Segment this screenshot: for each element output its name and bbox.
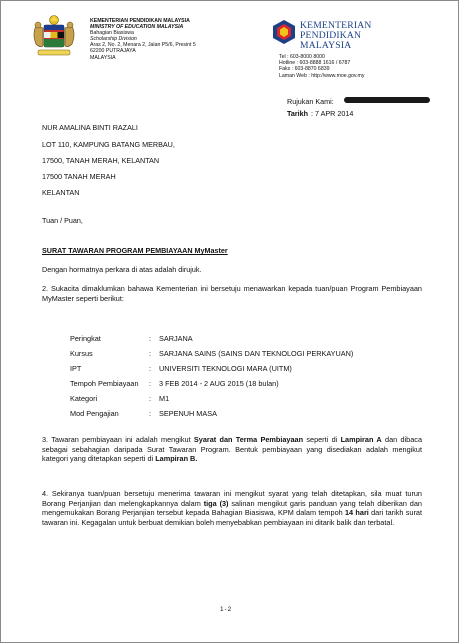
address-line-2: 62200 PUTRAJAYA <box>90 48 136 55</box>
p4-copies: tiga (3) <box>203 498 229 508</box>
logo-line-3: MALAYSIA <box>300 39 352 51</box>
detail-colon: : <box>149 409 152 418</box>
p3-lampiran-b: Lampiran B. <box>155 454 198 464</box>
p3-lampiran-a: Lampiran A <box>340 435 382 444</box>
salutation: Tuan / Puan, <box>42 216 83 225</box>
redacted-reference-number <box>344 97 430 103</box>
p3-text: 3. Tawaran pembiayaan ini adalah mengikut <box>42 435 194 444</box>
address-line-3: MALAYSIA <box>90 54 116 61</box>
detail-value: SARJANA <box>159 334 193 343</box>
recipient-address-3: 17500 TANAH MERAH <box>42 172 116 181</box>
logo-line-1: KEMENTERIAN <box>300 20 372 31</box>
recipient-address-1: LOT 110, KAMPUNG BATANG MERBAU, <box>42 140 175 149</box>
paragraph-4 <box>42 489 422 527</box>
detail-label: Kategori <box>70 394 98 403</box>
tarikh-label: Tarikh <box>287 109 309 118</box>
detail-value: M1 <box>159 394 170 403</box>
recipient-address-4: KELANTAN <box>42 188 80 197</box>
detail-colon: : <box>149 334 152 343</box>
detail-label: Peringkat <box>70 334 101 343</box>
coat-of-arms-logo <box>28 14 80 60</box>
recipient-address-2: 17500, TANAH MERAH, KELANTAN <box>42 156 160 165</box>
detail-label: Kursus <box>70 349 93 358</box>
ministry-address-block <box>90 18 196 61</box>
contact-hotline: Hotline : 603-8888 1616 / 6787 <box>279 60 351 67</box>
p3-terms: Syarat dan Terma Pembiayaan <box>193 435 304 444</box>
detail-label: IPT <box>70 364 82 373</box>
division-name: Bahagian Biasiswa <box>90 30 134 37</box>
opening-line: Dengan hormatnya perkara di atas adalah dirujuk. <box>42 265 202 274</box>
detail-value: SARJANA SAINS (SAINS DAN TEKNOLOGI PERKAYUAN) <box>159 349 354 358</box>
p4-days: 14 hari <box>345 508 369 518</box>
contact-website: Laman Web : http://www.moe.gov.my <box>279 72 365 79</box>
logo-line-2: PENDIDIKAN <box>300 29 362 41</box>
paragraph-3 <box>42 435 422 464</box>
address-line-1: Aras 2, No. 2, Menara 2, Jalan P5/6, Presint 5 <box>90 42 196 49</box>
contact-block <box>279 54 364 79</box>
detail-colon: : <box>149 349 152 358</box>
letter-subject: SURAT TAWARAN PROGRAM PEMBIAYAAN MyMaster <box>42 246 228 255</box>
ministry-name: KEMENTERIAN PENDIDIKAN MALAYSIA <box>90 18 190 24</box>
p4-text: salinan mengikut garis panduan yang telah diberikan dan mengemukakan Borang Perjanjian tersebut kepada Bahagian Biasiswa, KPM dalam tempoh <box>42 498 422 518</box>
ministry-name-en: MINISTRY OF EDUCATION MALAYSIA <box>90 24 184 31</box>
detail-value: SEPENUH MASA <box>159 409 217 418</box>
p3-text: seperti di <box>303 435 341 444</box>
detail-colon: : <box>149 394 152 403</box>
detail-value: UNIVERSITI TEKNOLOGI MARA (UITM) <box>159 364 292 373</box>
p4-text: 4. Sekiranya tuan/puan bersetuju menerima tawaran ini mengikut syarat yang telah ditetapkan, sila muat turun Borang Perjanjian dan melengkapkannya dalam <box>42 489 422 508</box>
p3-text: dan dibaca sebagai sebahagian daripada Surat Tawaran Program. Bentuk pembiayaan yang disediakan adalah mengikut kategori yang ditetapkan seperti di <box>42 435 422 464</box>
detail-colon: : <box>149 364 152 373</box>
detail-colon: : <box>149 379 152 388</box>
paragraph-2: 2. Sukacita dimaklumkan bahawa Kementerian ini bersetuju menawarkan kepada tuan/puan Program Pembiayaan MyMaster seperti berikut: <box>42 284 422 303</box>
detail-label: Tempoh Pembiayaan <box>70 379 139 388</box>
kpm-logo-icon <box>270 18 298 46</box>
division-name-en: Scholarship Division <box>90 36 137 43</box>
contact-tel: Tel : 603-8000 8000 <box>279 54 325 60</box>
recipient-name: NUR AMALINA BINTI RAZALI <box>42 123 138 132</box>
page-number: 1-2 <box>220 606 233 613</box>
tarikh-value: : 7 APR 2014 <box>311 109 354 118</box>
detail-value: 3 FEB 2014 - 2 AUG 2015 (18 bulan) <box>159 379 279 388</box>
p4-text: dari tarikh surat tawaran ini. Kegagalan untuk berbuat demikian boleh menyebabkan pembiayaan ini ditarik balik dan terbatal. <box>42 508 422 527</box>
detail-label: Mod Pengajian <box>70 409 119 418</box>
contact-fax: Faks : 603-8870 6839 <box>279 66 330 73</box>
rujukan-label: Rujukan Kami: <box>287 97 334 106</box>
